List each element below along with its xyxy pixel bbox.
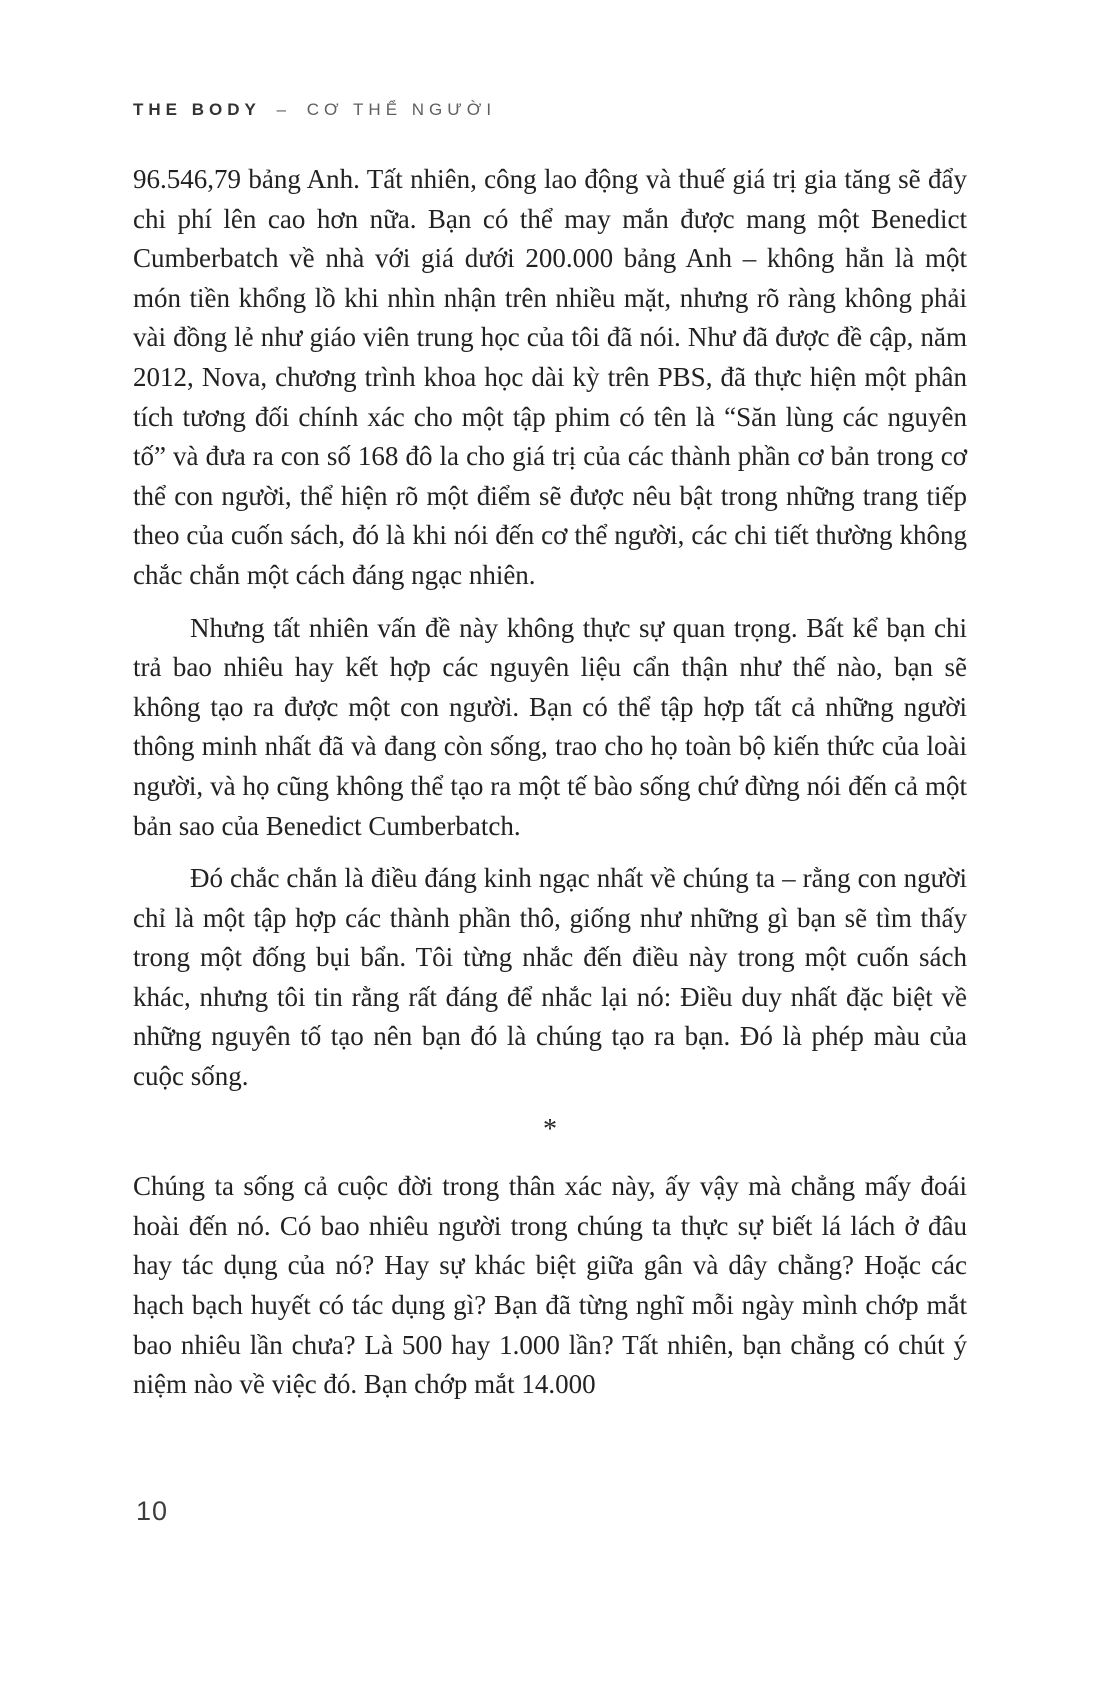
page-number: 10: [136, 1496, 169, 1526]
paragraph: Nhưng tất nhiên vấn đề này không thực sự quan trọng. Bất kể bạn chi trả bao nhiêu hay kết hợp các nguyên liệu cẩn thận như thế nào, bạn sẽ không tạo ra được một con người. Bạn có thể tập hợp tất cả những người thông minh nhất đã và đang còn sống, trao cho họ toàn bộ kiến thức của loài người, và họ cũng không thể tạo ra một tế bào sống chứ đừng nói đến cả một bản sao của Benedict Cumberbatch.: [133, 612, 967, 841]
paragraph: Đó chắc chắn là điều đáng kinh ngạc nhất về chúng ta – rằng con người chỉ là một tập hợp các thành phần thô, giống như những gì bạn sẽ tìm thấy trong một đống bụi bẩn. Tôi từng nhắc đến điều này trong một cuốn sách khác, nhưng tôi tin rằng rất đáng để nhắc lại nó: Điều duy nhất đặc biệt về những nguyên tố tạo nên bạn đó là chúng tạo ra bạn. Đó là phép màu của cuộc sống.: [133, 863, 967, 1092]
book-title: THE BODY: [133, 100, 261, 119]
body-text: [133, 160, 967, 1418]
running-header: [133, 100, 496, 120]
asterisk-separator: *: [543, 1113, 557, 1145]
paragraph: 96.546,79 bảng Anh. Tất nhiên, công lao động và thuế giá trị gia tăng sẽ đẩy chi phí lên cao hơn nữa. Bạn có thể may mắn được mang một Benedict Cumberbatch về nhà với giá dưới 200.000 bảng Anh – không hẳn là một món tiền khổng lồ khi nhìn nhận trên nhiều mặt, nhưng rõ ràng không phải vài đồng lẻ như giáo viên trung học của tôi đã nói. Như đã được đề cập, năm 2012, Nova, chương trình khoa học dài kỳ trên PBS, đã thực hiện một phân tích tương đối chính xác cho một tập phim có tên là “Săn lùng các nguyên tố” và đưa ra con số 168 đô la cho giá trị của các thành phần cơ bản trong cơ thể con người, thể hiện rõ một điểm sẽ được nêu bật trong những trang tiếp theo của cuốn sách, đó là khi nói đến cơ thể người, các chi tiết thường không chắc chắn một cách đáng ngạc nhiên.: [133, 164, 967, 590]
title-separator: –: [276, 100, 292, 119]
paragraph: Chúng ta sống cả cuộc đời trong thân xác này, ấy vậy mà chẳng mấy đoái hoài đến nó. Có bao nhiêu người trong chúng ta thực sự biết lá lách ở đâu hay tác dụng của nó? Hay sự khác biệt giữa gân và dây chằng? Hoặc các hạch bạch huyết có tác dụng gì? Bạn đã từng nghĩ mỗi ngày mình chớp mắt bao nhiêu lần chưa? Là 500 hay 1.000 lần? Tất nhiên, bạn chẳng có chút ý niệm nào về việc đó. Bạn chớp mắt 14.000: [133, 1171, 967, 1400]
book-subtitle: CƠ THỂ NGƯỜI: [306, 100, 497, 119]
